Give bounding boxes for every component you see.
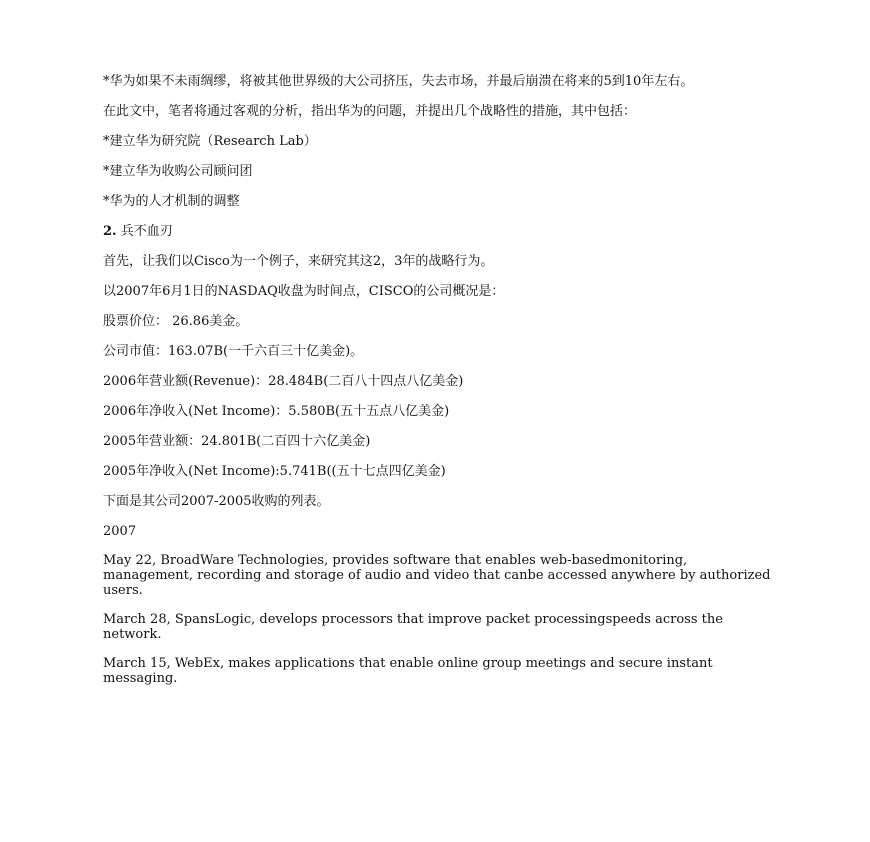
paragraph-cisco-example: 首先，让我们以Cisco为一个例子，来研究其这2，3年的战略行为。 — [103, 254, 494, 269]
net-income-2006-line: 2006年净收入(Net Income)：5.580B(五十五点八亿美金) — [103, 404, 450, 419]
revenue-2005-line: 2005年营业额：24.801B(二百四十六亿美金) — [103, 434, 371, 449]
stock-price-line: 股票价位： 26.86美金。 — [103, 314, 249, 329]
paragraph-article-intro: 在此文中，笔者将通过客观的分析，指出华为的问题，并提出几个战略性的措施，其中包括： — [103, 104, 637, 119]
document-body — [103, 73, 773, 700]
bullet-acquisition-advisory: *建立华为收购公司顾问团 — [103, 164, 253, 179]
bullet-research-lab: *建立华为研究院（Research Lab） — [103, 134, 317, 149]
section-title: 兵不血刃 — [120, 224, 173, 239]
revenue-2006-line: 2006年营业额(Revenue)：28.484B(二百八十四点八亿美金) — [103, 374, 464, 389]
acquisition-spanslogic: March 28, SpansLogic, develops processors that improve packet processingspeeds across the network. — [103, 612, 723, 642]
section-heading — [103, 223, 773, 240]
net-income-2005-line: 2005年净收入(Net Income):5.741B((五十七点四亿美金) — [103, 464, 446, 479]
paragraph-cisco-overview: 以2007年6月1日的NASDAQ收盘为时间点，CISCO的公司概况是： — [103, 284, 505, 299]
market-cap-line: 公司市值：163.07B(一千六百三十亿美金)。 — [103, 344, 364, 359]
section-number: 2. — [103, 224, 117, 239]
bullet-talent-mechanism: *华为的人才机制的调整 — [103, 194, 240, 209]
acquisition-broadware: May 22, BroadWare Technologies, provides software that enables web-basedmonitoring, management, recording and storage of audio and video that canbe accessed anywhere by authorized users. — [103, 553, 771, 598]
paragraph-huawei-warning: *华为如果不未雨绸缪，将被其他世界级的大公司挤压，失去市场，并最后崩溃在将来的5到10年左右。 — [103, 74, 694, 89]
year-heading-2007: 2007 — [103, 524, 137, 539]
acquisition-webex: March 15, WebEx, makes applications that enable online group meetings and secure instant messaging. — [103, 656, 713, 686]
acquisition-list-intro: 下面是其公司2007-2005收购的列表。 — [103, 494, 330, 509]
